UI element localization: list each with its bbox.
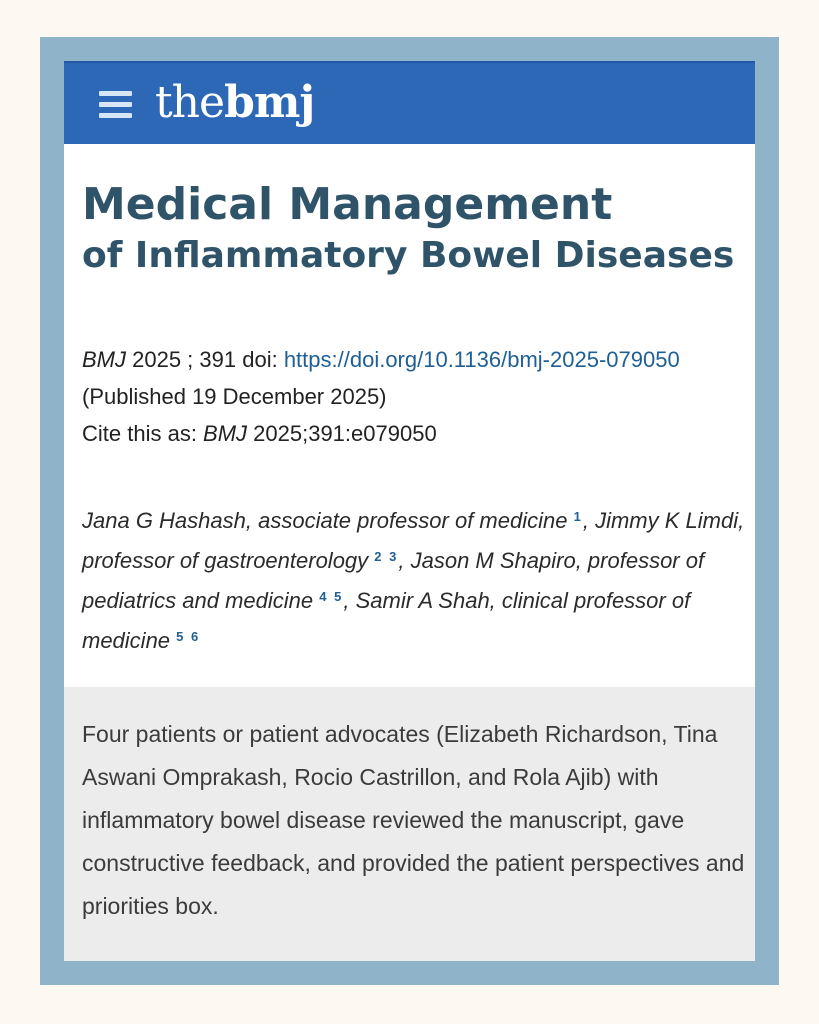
author-name: Jason M Shapiro, professor of pediatrics and medicine — [82, 548, 705, 613]
citation-block — [82, 341, 747, 452]
cite-journal: BMJ — [203, 421, 248, 446]
cite-label: Cite this as: — [82, 421, 204, 446]
title-line-1: Medical Management — [82, 179, 613, 230]
author-name: Samir A Shah, clinical professor of medicine — [82, 588, 691, 653]
logo-the: the — [155, 77, 225, 128]
journal-name: BMJ — [82, 347, 126, 372]
doi-link[interactable]: https://doi.org/10.1136/bmj-2025-079050 — [283, 347, 680, 372]
outer-frame — [40, 37, 779, 985]
author-name: Jimmy K Limdi, professor of gastroenterology — [82, 508, 745, 573]
title-line-2: of Inflammatory Bowel Diseases — [82, 235, 735, 276]
site-header — [64, 61, 755, 144]
cite-reference: 2025;391:e079050 — [247, 421, 437, 446]
affiliation-ref[interactable]: 2 3 — [374, 549, 399, 564]
affiliation-ref[interactable]: 4 5 — [319, 589, 344, 604]
article-card — [64, 61, 755, 961]
hamburger-menu-icon[interactable] — [99, 91, 132, 118]
author-name: Jana G Hashash, associate professor of medicine — [82, 508, 568, 533]
doi-label: doi: — [242, 347, 284, 372]
bmj-logo[interactable] — [155, 75, 314, 131]
year-volume: 2025 ; 391 — [126, 347, 243, 372]
author-list: Jana G Hashash, associate professor of medicine $^1$, Jimmy K Limdi, professor of gastroenterology $^{2 3}$, Jason M Shapiro, professor of pediatrics and medicine $^{4 5}$, Samir A Shah, clinical professor of medicine $^{5 6}$ — [82, 508, 745, 653]
logo-bmj: bmj — [224, 77, 315, 128]
published-date: (Published 19 December 2025) — [82, 384, 387, 409]
affiliation-ref[interactable]: 5 6 — [176, 629, 201, 644]
patient-involvement-note — [64, 687, 755, 961]
affiliation-ref[interactable]: 1 — [573, 509, 583, 524]
article-title — [82, 179, 752, 281]
note-text: Four patients or patient advocates (Elizabeth Richardson, Tina Aswani Omprakash, Rocio Castrillon, and Rola Ajib) with inflammatory bowel disease reviewed the manuscript, gave constructive feedback, and provided the patient perspectives and priorities box. — [82, 721, 745, 919]
